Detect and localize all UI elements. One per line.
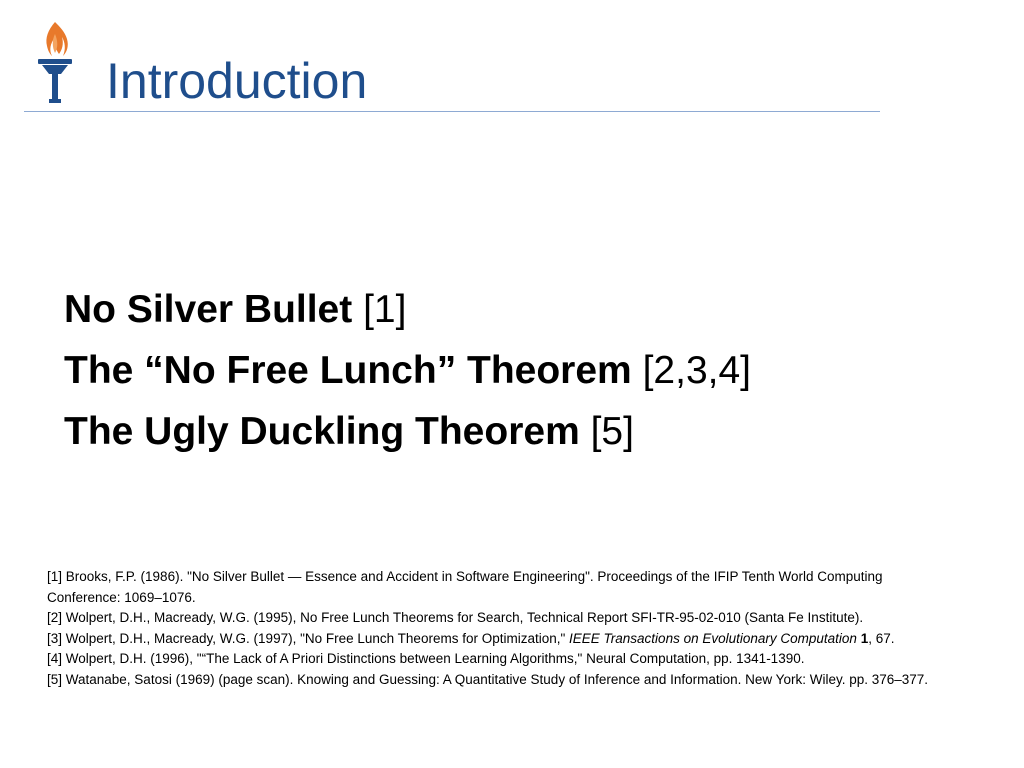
- statement-item: [64, 279, 751, 340]
- statement-list: [64, 279, 751, 462]
- reference-item: [47, 629, 947, 650]
- title-divider: [24, 111, 880, 112]
- statement-ref: [1]: [363, 288, 407, 331]
- page-title: Introduction: [106, 53, 368, 109]
- references: [47, 567, 947, 690]
- reference-text: [3] Wolpert, D.H., Macready, W.G. (1997), "No Free Lunch Theorems for Optimization,": [47, 630, 570, 646]
- torch-icon: [34, 20, 76, 106]
- reference-volume: 1: [860, 630, 869, 646]
- statement-item: [64, 401, 751, 462]
- statement-ref: [5]: [590, 410, 634, 453]
- reference-item: [5] Watanabe, Satosi (1969) (page scan). Knowing and Guessing: A Quantitative Study of Inference and Information. New York: Wiley. pp. 376–377.: [47, 671, 929, 687]
- statement-item: [64, 340, 751, 401]
- reference-item: [4] Wolpert, D.H. (1996), "“The Lack of A Priori Distinctions between Learning Algorithms," Neural Computation, pp. 1341-1390.: [47, 651, 805, 666]
- reference-item: [1] Brooks, F.P. (1986). "No Silver Bullet — Essence and Accident in Software Engineering". Proceedings of the IFIP Tenth World Computing Conference: 1069–1076.: [47, 569, 883, 605]
- statement-title: No Silver Bullet: [64, 288, 353, 331]
- reference-text: , 67.: [868, 630, 895, 646]
- reference-item: [2] Wolpert, D.H., Macready, W.G. (1995), No Free Lunch Theorems for Search, Technical Report SFI-TR-95-02-010 (Santa Fe Institute).: [47, 610, 864, 625]
- reference-journal: IEEE Transactions on Evolutionary Computation: [569, 630, 857, 646]
- statement-title: The “No Free Lunch” Theorem: [64, 349, 632, 392]
- statement-title: The Ugly Duckling Theorem: [64, 410, 580, 453]
- statement-ref: [2,3,4]: [642, 349, 751, 392]
